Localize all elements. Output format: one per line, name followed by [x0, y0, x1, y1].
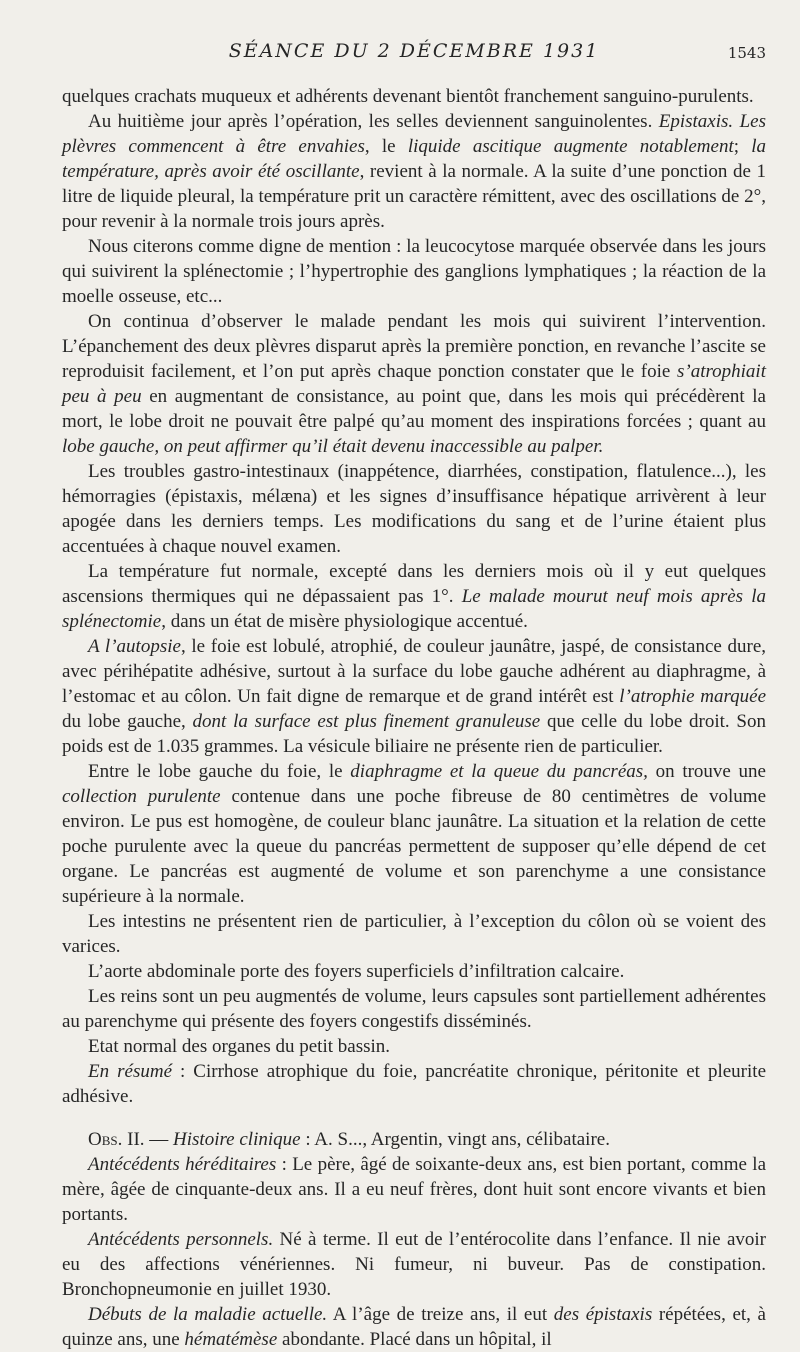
text-segment: , dans un état de misère physiologique accentué.	[161, 611, 528, 632]
text-segment: Nous citerons comme digne de mention : la leucocytose marquée observée dans les jours qui suivirent la splénectomie ; l’hypertrophie des ganglions lymphatiques ; la réaction de la moelle osseuse, etc...	[62, 236, 766, 307]
paragraph	[62, 634, 766, 759]
text-segment: —	[144, 1129, 174, 1150]
text-segment: répétées, et, à quinze ans, une	[62, 1304, 766, 1350]
text-segment: Obs. II.	[88, 1129, 145, 1150]
text-segment: , le foie est lobulé, atrophié, de couleur jaunâtre, jaspé, de consistance dure, avec périhépatite adhésive, surtout à la surface du lobe gauche adhérent au diaphragme, à l’estomac et au côlon. Un fait digne de remarque et de grand intérêt est	[62, 636, 766, 707]
italic-text: s’atrophiait peu à peu	[62, 361, 766, 407]
italic-text: Débuts de la maladie actuelle.	[88, 1304, 328, 1325]
text-segment: en augmentant de consistance, au point que, dans les mois qui précédèrent la mort, le lobe droit ne pouvait être palpé qu’au moment des inspirations forcées ; quant au	[62, 386, 766, 432]
text-segment: : Cirrhose atrophique du foie, pancréatite chronique, péritonite et pleurite adhésive.	[62, 1061, 766, 1107]
text-segment: Les reins sont un peu augmentés de volume, leurs capsules sont partiellement adhérentes au parenchyme qui présente des foyers congestifs disséminés.	[62, 986, 766, 1032]
paragraph	[62, 559, 766, 634]
paragraph	[62, 759, 766, 909]
text-segment: on trouve une	[647, 761, 766, 782]
paragraph	[62, 109, 766, 234]
text-segment: Né à terme. Il eut de l’entérocolite dans l’enfance. Il nie avoir eu des affections vénériennes. Ni fumeur, ni buveur. Pas de constipation. Bronchopneumonie en juillet 1930.	[62, 1229, 766, 1300]
text-segment: Les troubles gastro-intestinaux (inappétence, diarrhées, constipation, flatulence...), les hémorragies (épistaxis, mélæna) et les signes d’insuffisance hépatique arrivèrent à leur apogée dans les derniers temps. Les modifications du sang et de l’urine étaient plus accentuées à chaque nouvel examen.	[62, 461, 766, 557]
italic-text: liquide ascitique augmente notablement	[407, 136, 734, 157]
italic-text: Histoire clinique	[173, 1129, 301, 1150]
text-segment: L’aorte abdominale porte des foyers superficiels d’infiltration calcaire.	[88, 961, 625, 982]
italic-text: hématémèse	[184, 1329, 278, 1350]
italic-text: Antécédents personnels.	[88, 1229, 274, 1250]
paragraph	[62, 1127, 766, 1152]
paragraph	[62, 234, 766, 309]
text-segment: contenue dans une poche fibreuse de 80 centimètres de volume environ. Le pus est homogène, de couleur blanc jaunâtre. La situation et la relation de cette poche purulente avec la queue du pancréas permettent de supposer qu’elle dépend de cet organe. Le pancréas est augmenté de volume et son parenchyme a une consistance supérieure à la normale.	[62, 786, 766, 907]
italic-text: l’atrophie marquée	[619, 686, 767, 707]
italic-text: Antécédents héréditaires	[88, 1154, 277, 1175]
text-segment: : A. S..., Argentin, vingt ans, célibataire.	[300, 1129, 610, 1150]
paragraph	[62, 1152, 766, 1227]
paragraph	[62, 1034, 766, 1059]
italic-text: Epistaxis. Les plèvres commencent à être envahies	[62, 111, 766, 157]
paragraph	[62, 984, 766, 1034]
page-header	[62, 40, 766, 68]
italic-text: Le malade mourut neuf mois après la splénectomie	[62, 586, 767, 632]
italic-text: des épistaxis	[553, 1304, 653, 1325]
paragraph	[62, 1059, 766, 1109]
italic-text: lobe gauche, on peut affirmer qu’il était devenu inaccessible au palper.	[62, 436, 604, 457]
text-segment: La température fut normale, excepté dans les derniers mois où il y eut quelques ascensions thermiques qui ne dépassaient pas 1°.	[62, 561, 766, 607]
text-segment: Les intestins ne présentent rien de particulier, à l’exception du côlon où se voient des varices.	[62, 911, 766, 957]
text-segment: Au huitième jour après l’opération, les selles deviennent sanguinolentes.	[88, 111, 659, 132]
running-title: SÉANCE DU 2 DÉCEMBRE 1931	[228, 40, 600, 62]
italic-text: la température, après avoir été oscillante	[62, 136, 767, 182]
text-segment: ;	[733, 136, 752, 157]
paragraph	[62, 1302, 766, 1352]
text-segment: Entre le lobe gauche du foie, le	[88, 761, 351, 782]
italic-text: dont la surface est plus finement granuleuse	[192, 711, 541, 732]
text-segment: quelques crachats muqueux et adhérents devenant bientôt franchement sanguino-purulents.	[62, 86, 754, 107]
paragraph	[62, 459, 766, 559]
paragraph	[62, 959, 766, 984]
body-text	[62, 84, 766, 1352]
text-segment: On continua d’observer le malade pendant les mois qui suivirent l’intervention. L’épanchement des deux plèvres disparut après la première ponction, en revanche l’ascite se reproduisit facilement, et l’on put après chaque ponction constater que le foie	[62, 311, 766, 382]
text-segment: que celle du lobe droit. Son poids est de 1.035 grammes. La vésicule biliaire ne présente rien de particulier.	[62, 711, 766, 757]
text-segment: : Le père, âgé de soixante-deux ans, est bien portant, comme la mère, âgée de cinquante-deux ans. Il a eu neuf frères, dont huit sont encore vivants et bien portants.	[62, 1154, 766, 1225]
page-number: 1543	[727, 44, 766, 62]
text-segment: , revient à la normale. A la suite d’une ponction de 1 litre de liquide pleural, la température prit un caractère rémittent, avec des oscillations de 2°, pour revenir à la normale trois jours après.	[62, 161, 766, 232]
italic-text: A l’autopsie	[88, 636, 181, 657]
italic-text: diaphragme et la queue du pancréas,	[350, 761, 648, 782]
text-segment: abondante. Placé dans un hôpital, il	[277, 1329, 552, 1350]
text-segment: du lobe gauche,	[62, 711, 193, 732]
text-segment: , le	[364, 136, 408, 157]
italic-text: En résumé	[88, 1061, 172, 1082]
text-segment: A l’âge de treize ans, il eut	[327, 1304, 554, 1325]
paragraph	[62, 909, 766, 959]
text-segment: Etat normal des organes du petit bassin.	[88, 1036, 391, 1057]
italic-text: collection purulente	[62, 786, 221, 807]
paragraph	[62, 1227, 766, 1302]
paragraph	[62, 84, 766, 109]
paragraph	[62, 309, 766, 459]
